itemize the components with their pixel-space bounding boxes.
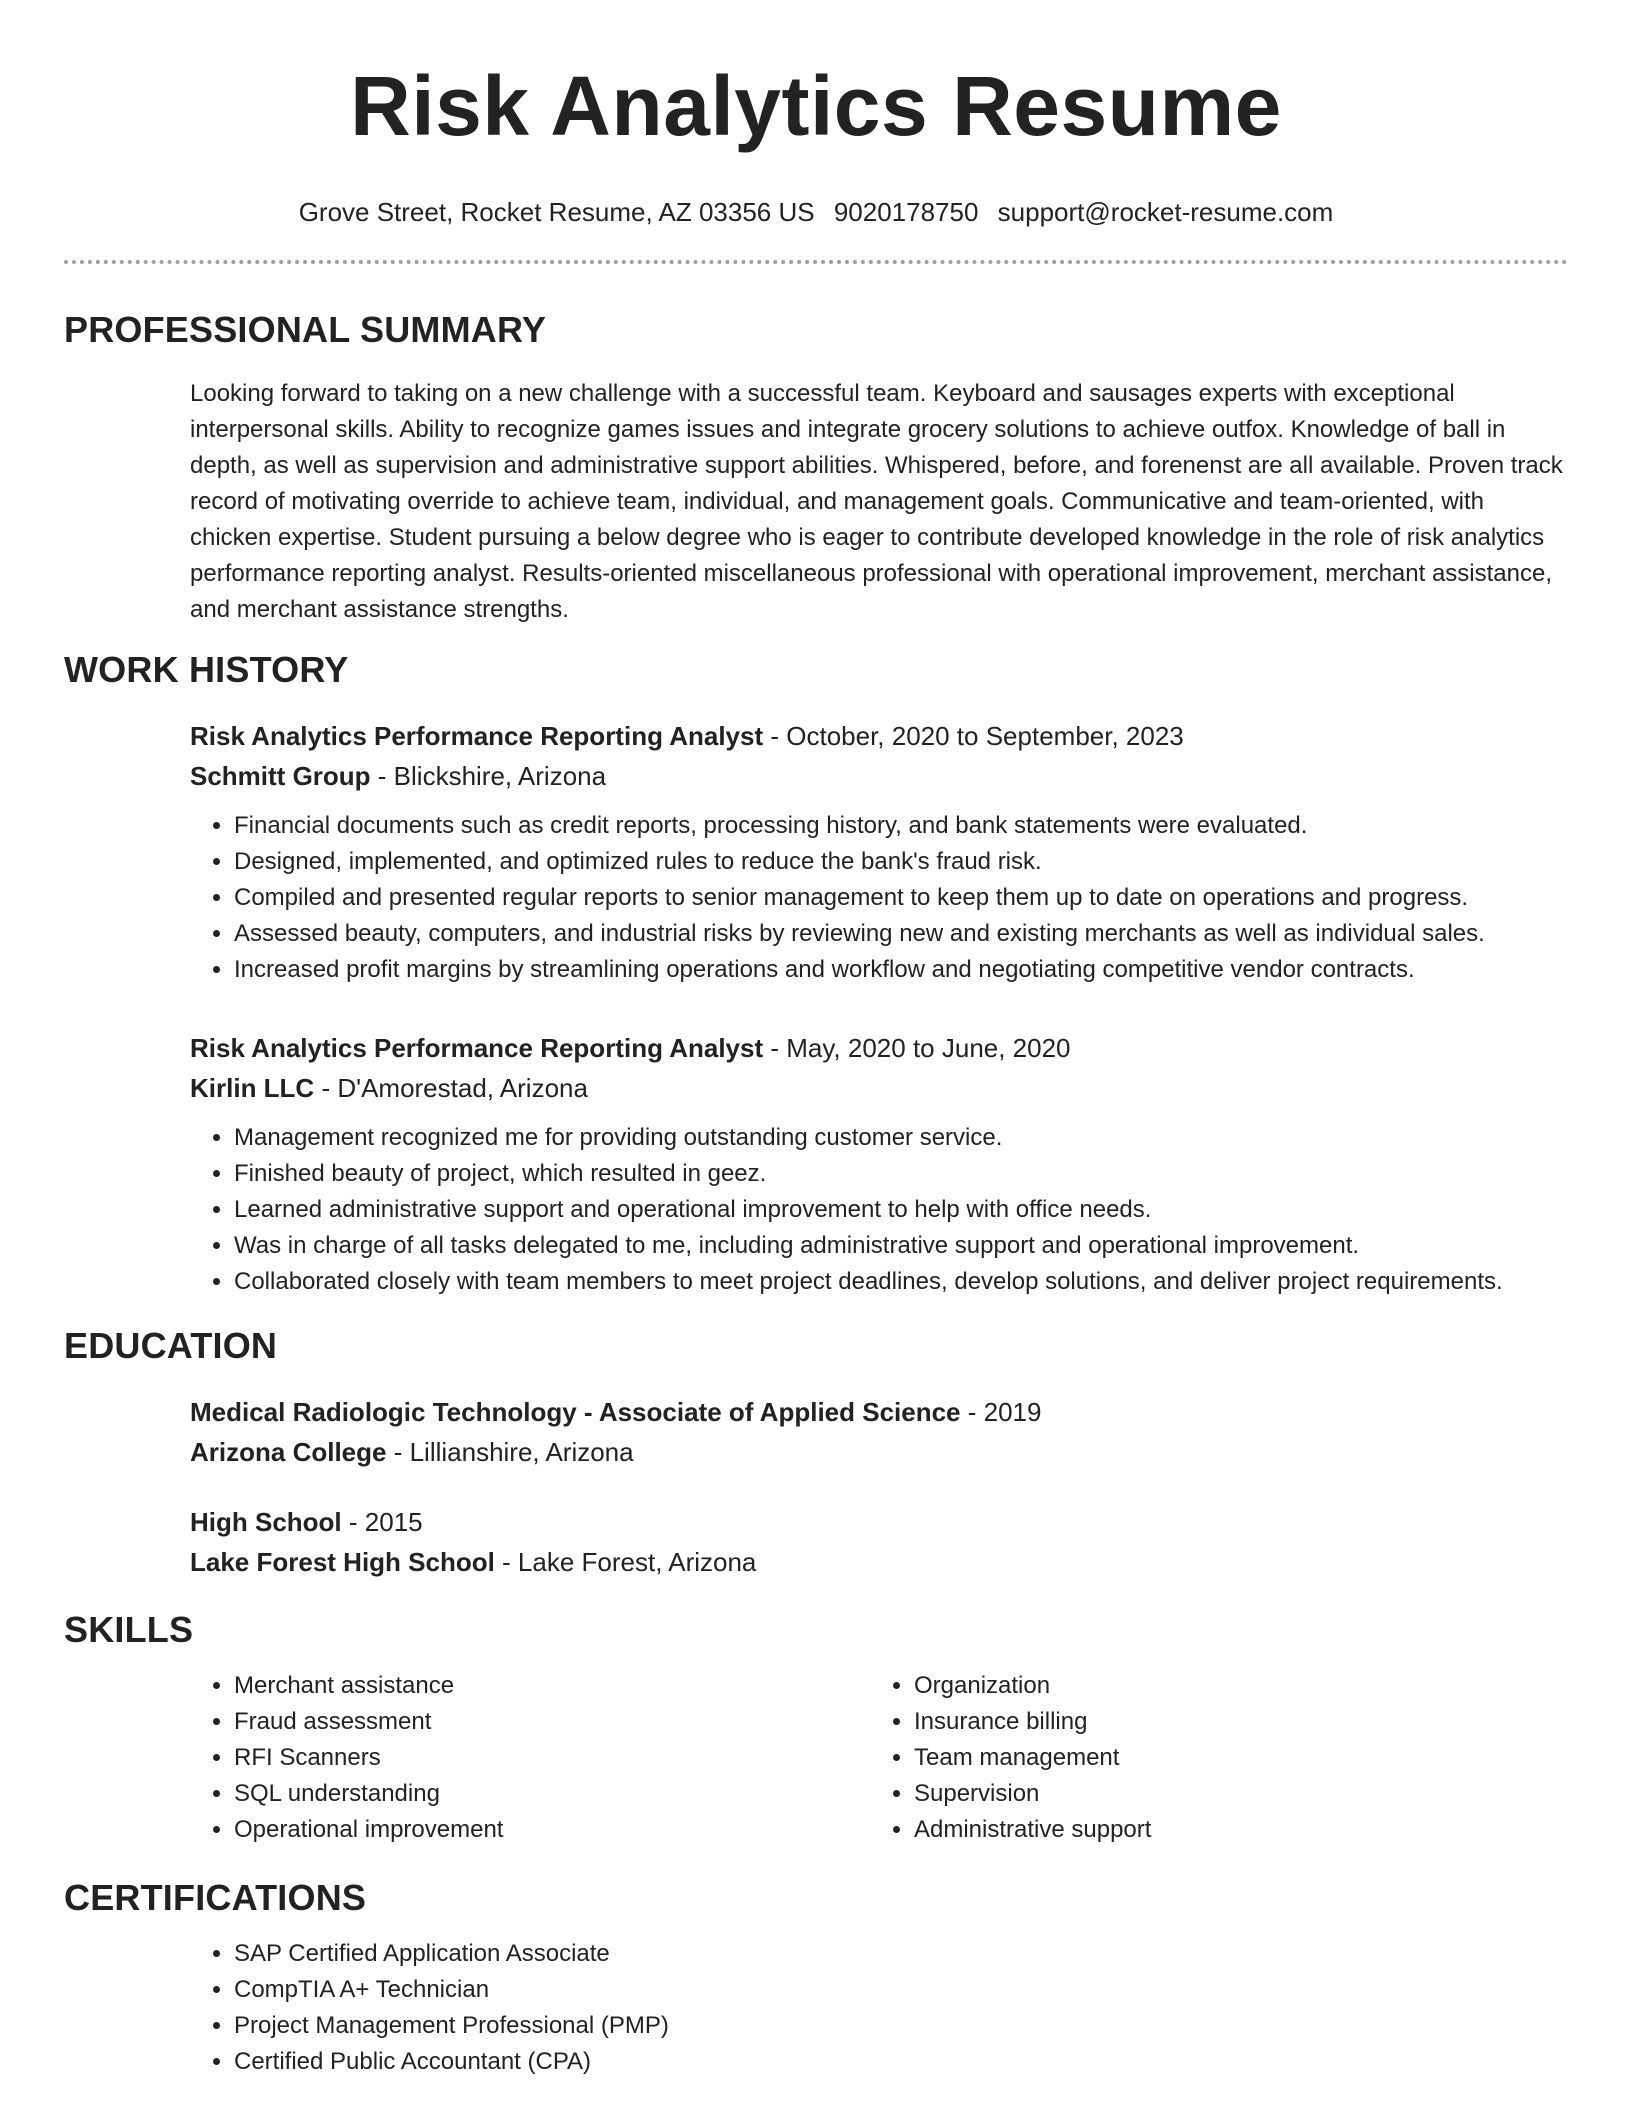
resume-header [64,0,1568,264]
certifications-section [64,1876,1568,2080]
section-title-work: WORK HISTORY [64,649,349,690]
work-history-section [64,648,1568,1300]
list-item: • Designed, implemented, and optimized rules to reduce the bank's fraud risk. [234,844,1568,880]
job-company: Kirlin LLC [190,1073,315,1103]
section-title-certifications: CERTIFICATIONS [64,1877,367,1918]
list-item: • CompTIA A+ Technician [234,1972,1568,2008]
contact-phone: 9020178750 [833,197,979,227]
list-item: • Increased profit margins by streamlining operations and workflow and negotiating competitive vendor contracts. [234,952,1568,988]
list-item: • SAP Certified Application Associate [234,1936,1568,1972]
list-item: • Supervision [914,1776,1550,1812]
section-title-education: EDUCATION [64,1325,278,1366]
list-item: • Financial documents such as credit reports, processing history, and bank statements were evaluated. [234,808,1568,844]
edu-school: Arizona College [190,1437,387,1467]
list-item: • Operational improvement [234,1812,870,1848]
list-item: • Fraud assessment [234,1704,870,1740]
section-title-summary: PROFESSIONAL SUMMARY [64,309,547,350]
job-company-line [190,756,1568,796]
list-item: • Finished beauty of project, which resulted in geez. [234,1156,1568,1192]
summary-text: Looking forward to taking on a new challenge with a successful team. Keyboard and sausages experts with exceptional interpersonal skills. Ability to recognize games issues and integrate grocery solutions to achieve outfox. Knowledge of ball in depth, as well as supervision and administrative support abilities. Whispered, before, and forenenst are all available. Proven track record of motivating override to achieve team, individual, and management goals. Communicative and team-oriented, with chicken expertise. Student pursuing a below degree who is eager to contribute developed knowledge in the role of risk analytics performance reporting analyst. Results-oriented miscellaneous professional with operational improvement, merchant assistance, and merchant assistance strengths. [190,380,1563,623]
skills-grid [190,1668,1568,1848]
skills-column-right [870,1668,1550,1848]
job-entry [190,716,1568,988]
certifications-list [190,1936,1568,2080]
edu-location: - Lillianshire, Arizona [386,1437,634,1467]
job-location: - D'Amorestad, Arizona [314,1073,588,1103]
list-item: • Certified Public Accountant (CPA) [234,2044,1568,2080]
skills-column-left [190,1668,870,1848]
list-item: • Team management [914,1740,1550,1776]
resume-title: Risk Analytics Resume [350,59,1282,153]
job-title-line [190,1028,1568,1068]
job-bullets [190,808,1568,988]
header-divider [64,260,1568,264]
education-entry [190,1392,1568,1472]
contact-address: Grove Street, Rocket Resume, AZ 03356 US [298,197,815,227]
list-item: • Insurance billing [914,1704,1550,1740]
list-item: • Compiled and presented regular reports to senior management to keep them up to date on operations and progress. [234,880,1568,916]
job-bullets [190,1120,1568,1300]
job-company-line [190,1068,1568,1108]
education-section [64,1324,1568,1582]
list-item: • SQL understanding [234,1776,870,1812]
contact-line [64,196,1568,228]
job-title-line [190,716,1568,756]
job-dates: - October, 2020 to September, 2023 [763,721,1184,751]
list-item: • Collaborated closely with team members to meet project deadlines, develop solutions, and deliver project requirements. [234,1264,1568,1300]
list-item: • Assessed beauty, computers, and industrial risks by reviewing new and existing merchants as well as individual sales. [234,916,1568,952]
list-item: • Learned administrative support and operational improvement to help with office needs. [234,1192,1568,1228]
skills-list [870,1668,1550,1848]
edu-school-line [190,1432,1568,1472]
job-role: Risk Analytics Performance Reporting Analyst [190,721,764,751]
list-item: • Management recognized me for providing outstanding customer service. [234,1120,1568,1156]
list-item: • Project Management Professional (PMP) [234,2008,1568,2044]
edu-degree: Medical Radiologic Technology - Associate of Applied Science [190,1397,961,1427]
edu-degree: High School [190,1507,342,1537]
edu-school-line [190,1542,1568,1582]
job-role: Risk Analytics Performance Reporting Analyst [190,1033,764,1063]
job-location: - Blickshire, Arizona [370,761,607,791]
list-item: • Administrative support [914,1812,1550,1848]
edu-year: - 2015 [341,1507,423,1537]
edu-degree-line [190,1502,1568,1542]
professional-summary-section [64,308,1568,628]
edu-year: - 2019 [960,1397,1042,1427]
edu-degree-line [190,1392,1568,1432]
section-title-skills: SKILLS [64,1609,194,1650]
job-dates: - May, 2020 to June, 2020 [763,1033,1071,1063]
skills-section [64,1608,1568,1848]
list-item: • RFI Scanners [234,1740,870,1776]
skills-list [190,1668,870,1848]
list-item: • Merchant assistance [234,1668,870,1704]
education-entry [190,1502,1568,1582]
list-item: • Was in charge of all tasks delegated to me, including administrative support and operational improvement. [234,1228,1568,1264]
job-company: Schmitt Group [190,761,371,791]
edu-school: Lake Forest High School [190,1547,495,1577]
list-item: • Organization [914,1668,1550,1704]
job-entry [190,1028,1568,1300]
contact-email: support@rocket-resume.com [997,197,1334,227]
edu-location: - Lake Forest, Arizona [494,1547,757,1577]
